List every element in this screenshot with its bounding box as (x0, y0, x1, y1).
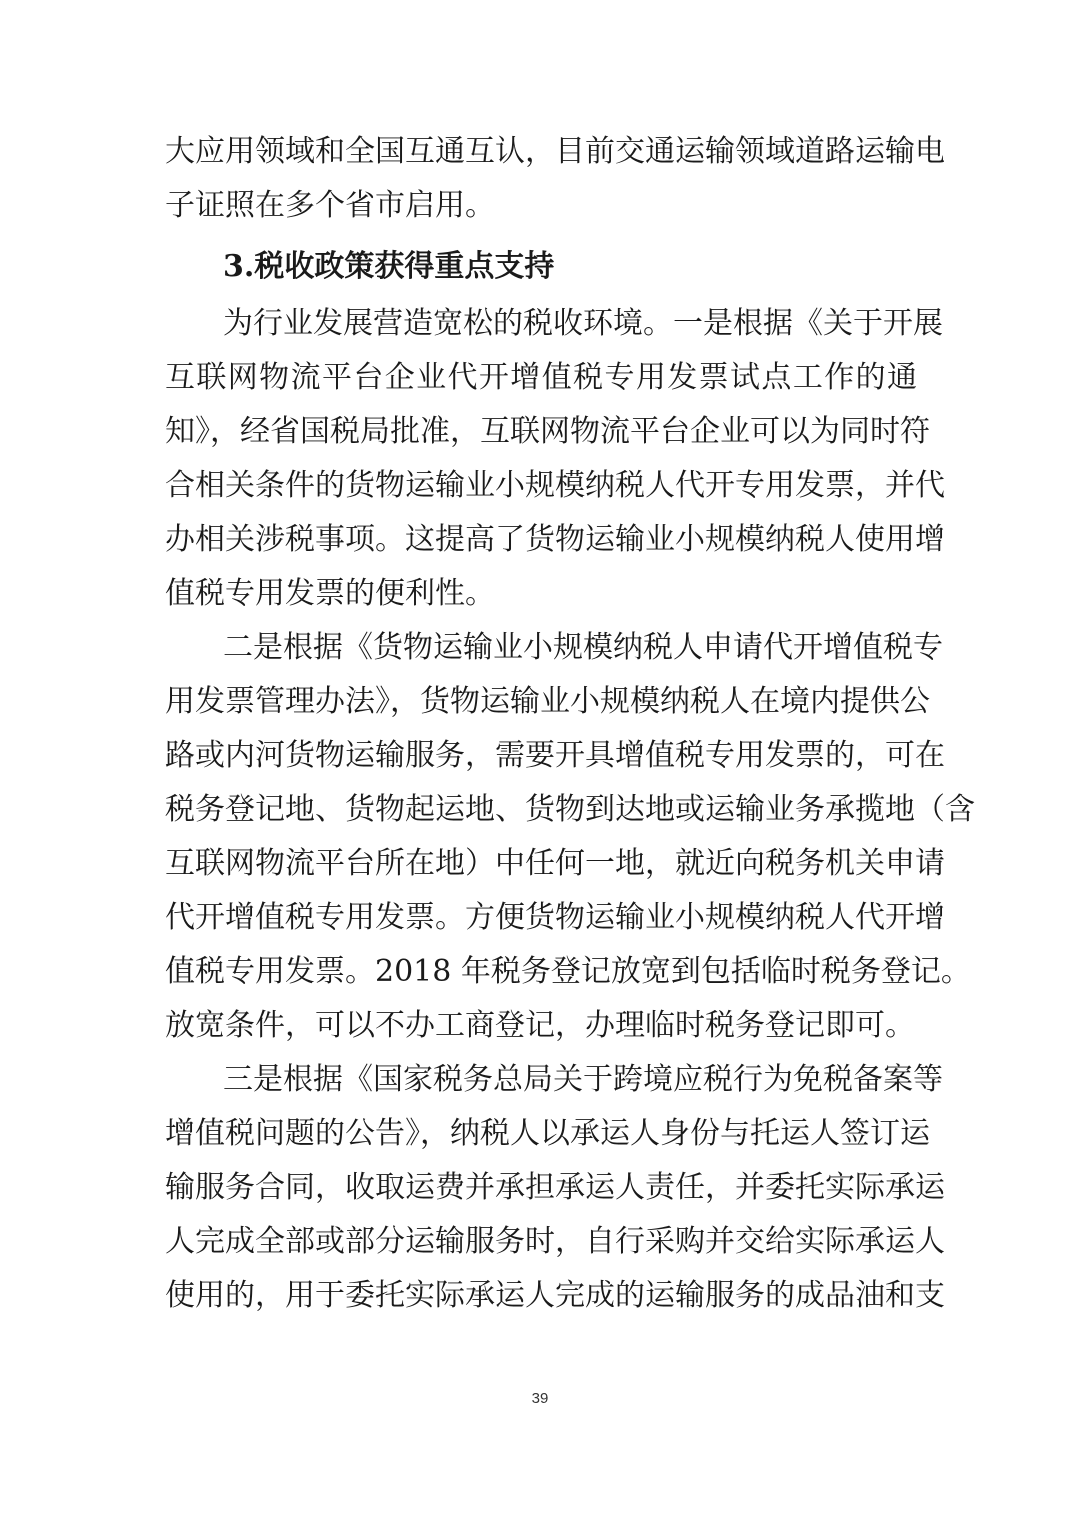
text-body (165, 125, 975, 1323)
text-line: 放宽条件，可以不办工商登记，办理临时税务登记即可。 (165, 1008, 915, 1043)
text-line: 值税专用发票的便利性。 (165, 576, 495, 611)
text-line: 二是根据《货物运输业小规模纳税人申请代开增值税专 (223, 630, 943, 665)
paragraph-third-basis (165, 1053, 945, 1323)
paragraph-second-basis (165, 621, 975, 1053)
text-line: 人完成全部或部分运输服务时，自行采购并交给实际承运人 (165, 1224, 945, 1259)
text-line: 税务登记地、货物起运地、货物到达地或运输业务承揽地（含 (165, 792, 975, 827)
text-line: 用发票管理办法》，货物运输业小规模纳税人在境内提供公 (165, 684, 930, 719)
page-number: 39 (531, 1390, 549, 1407)
text-line: 值税专用发票。2018 年税务登记放宽到包括临时税务登记。 (165, 954, 971, 989)
paragraph-tax-environment (165, 297, 945, 621)
text-line: 路或内河货物运输服务，需要开具增值税专用发票的，可在 (165, 738, 945, 773)
text-line: 合相关条件的货物运输业小规模纳税人代开专用发票，并代 (165, 468, 945, 503)
text-line: 互联网物流平台所在地）中任何一地，就近向税务机关申请 (165, 846, 945, 881)
section-heading: 3.税收政策获得重点支持 (223, 249, 555, 284)
text-line: 输服务合同，收取运费并承担承运人责任，并委托实际承运 (165, 1170, 945, 1205)
text-line: 知》，经省国税局批准，互联网物流平台企业可以为同时符 (165, 414, 930, 449)
paragraph-continuation (165, 125, 945, 233)
text-line: 使用的，用于委托实际承运人完成的运输服务的成品油和支 (165, 1278, 945, 1313)
text-line: 大应用领域和全国互通互认，目前交通运输领域道路运输电 (165, 134, 945, 169)
text-line: 增值税问题的公告》，纳税人以承运人身份与托运人签订运 (165, 1116, 930, 1151)
text-line: 代开增值税专用发票。方便货物运输业小规模纳税人代开增 (165, 900, 945, 935)
text-line: 三是根据《国家税务总局关于跨境应税行为免税备案等 (223, 1062, 943, 1097)
text-line: 互联网物流平台企业代开增值税专用发票试点工作的通 (165, 360, 917, 395)
text-line: 子证照在多个省市启用。 (165, 188, 495, 223)
text-line: 办相关涉税事项。这提高了货物运输业小规模纳税人使用增 (165, 522, 945, 557)
text-line: 为行业发展营造宽松的税收环境。一是根据《关于开展 (223, 306, 943, 341)
